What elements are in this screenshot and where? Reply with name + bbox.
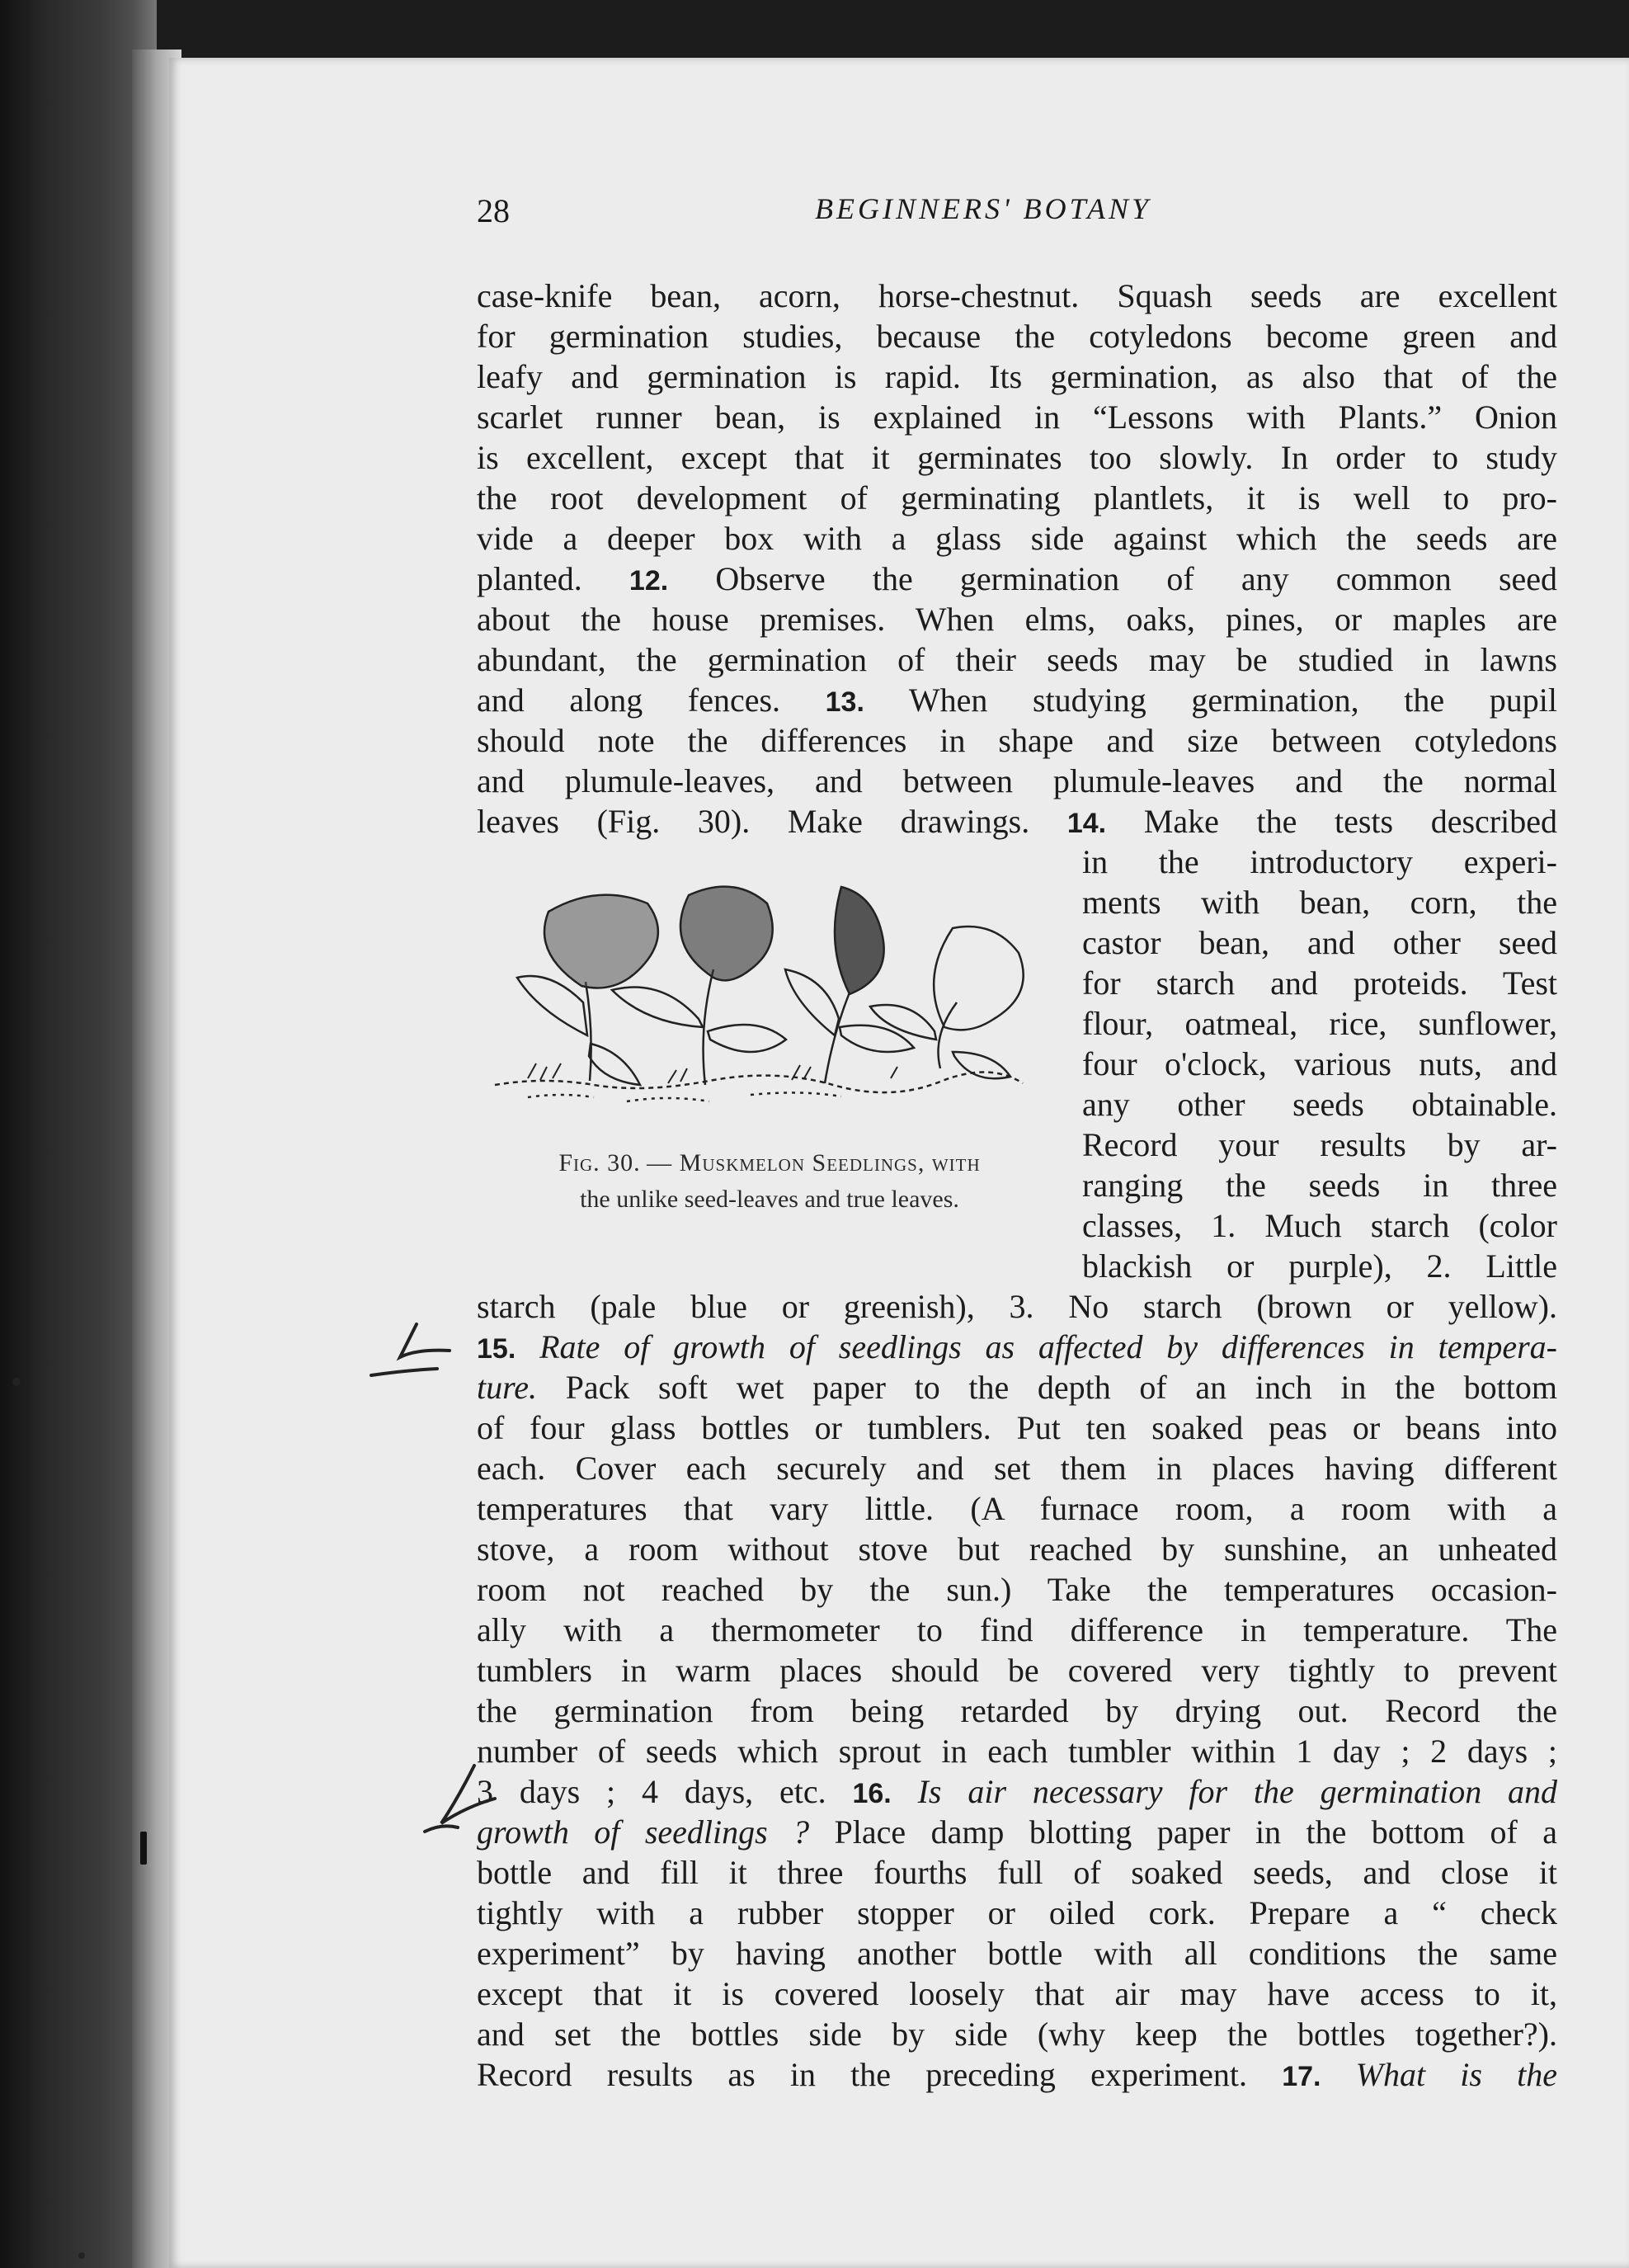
text-line: ally with a thermometer to find difference in temperature. The [477,1611,1557,1648]
text-line: four o'clock, various nuts, and [1082,1045,1557,1082]
text-line: castor bean, and other seed [1082,924,1557,961]
text-line: ments with bean, corn, the [1082,884,1557,921]
page-number: 28 [477,192,510,229]
handwritten-check-mark [367,1316,474,1390]
text-line: except that it is covered loosely that air may have access to it, [477,1975,1557,2012]
text-line: any other seeds obtainable. [1082,1086,1557,1123]
text-line: room not reached by the sun.) Take the temperatures occasion- [477,1571,1557,1608]
text-line: should note the differences in shape and size between cotyledons [477,722,1557,759]
text-line: leafy and germination is rapid. Its germination, as also that of the [477,358,1557,395]
speck [12,1378,21,1386]
text-line: abundant, the germination of their seeds may be studied in lawns [477,641,1557,678]
text-line: of four glass bottles or tumblers. Put ten soaked peas or beans into [477,1409,1557,1446]
text-line: the root development of germinating plantlets, it is well to pro- [477,479,1557,516]
text-line: Record results as in the preceding experiment. 17. What is the [477,2056,1558,2093]
figure-title: — Muskmelon Seedlings, with [647,1149,981,1176]
text-line: each. Cover each securely and set them in places having different [477,1450,1557,1487]
text-line: about the house premises. When elms, oaks, pines, or maples are [477,601,1557,638]
text-line: for starch and proteids. Test [1082,964,1557,1002]
text-line: experiment” by having another bottle with all conditions the same [477,1935,1557,1972]
figure-label: Fig. 30. [558,1149,641,1176]
text-line: flour, oatmeal, rice, sunflower, [1082,1005,1557,1042]
text-line: bottle and fill it three fourths full of soaked seeds, and close it [477,1854,1557,1891]
section-number: 14. [1066,808,1107,839]
text-line: tumblers in warm places should be covered very tightly to prevent [477,1652,1557,1689]
speck [78,2252,85,2259]
running-title: BEGINNERS' BOTANY [815,192,1152,225]
text-line: growth of seedlings ? Place damp blotting paper in the bottom of a [477,1813,1558,1851]
text-line: starch (pale blue or greenish), 3. No starch (brown or yellow). [477,1288,1557,1325]
handwritten-check-mark [417,1757,499,1848]
text-line: planted. 12. Observe the germination of any common seed [477,560,1558,597]
text-line: Record your results by ar- [1082,1126,1557,1163]
text-line: scarlet runner bean, is explained in “Lessons with Plants.” Onion [477,398,1557,436]
section-number: 17. [1282,2061,1321,2092]
section-number: 15. [477,1333,516,1365]
figure-description: the unlike seed-leaves and true leaves. [580,1186,959,1213]
section-number: 12. [629,565,669,596]
text-line: stove, a room without stove but reached by sunshine, an unheated [477,1530,1557,1568]
text-line: case-knife bean, acorn, horse-chestnut. Squash seeds are excellent [477,277,1557,314]
text-line: and plumule-leaves, and between plumule-leaves and the normal [477,762,1557,799]
page-header [477,191,1567,241]
text-line: temperatures that vary little. (A furnace room, a room with a [477,1490,1557,1527]
text-line: 3 days ; 4 days, etc. 16. Is air necessary for the germination and [477,1773,1558,1810]
text-line: is excellent, except that it germinates too slowly. In order to study [477,439,1557,476]
text-line: classes, 1. Much starch (color [1082,1207,1557,1244]
text-line: 15. Rate of growth of seedlings as affected by differences in tempera- [477,1328,1558,1365]
figure-caption [477,1145,1062,1218]
text-line: blackish or purple), 2. Little [1082,1247,1557,1285]
text-line: and set the bottles side by side (why keep the bottles together?). [477,2016,1557,2053]
section-number: 13. [825,686,864,718]
seedlings-illustration [478,862,1048,1126]
text-line: vide a deeper box with a glass side against which the seeds are [477,520,1557,557]
text-line: and along fences. 13. When studying germination, the pupil [477,681,1557,719]
text-line: for germination studies, because the cotyledons become green and [477,318,1557,355]
text-line: number of seeds which sprout in each tumbler within 1 day ; 2 days ; [477,1733,1557,1770]
text-line: ture. Pack soft wet paper to the depth of an inch in the bottom [477,1369,1558,1406]
text-line: leaves (Fig. 30). Make drawings. 14. Make the tests described [477,803,1557,840]
text-line: tightly with a rubber stopper or oiled cork. Prepare a “ check [477,1894,1557,1931]
section-number: 16. [852,1778,892,1809]
text-line: the germination from being retarded by drying out. Record the [477,1692,1557,1729]
text-line: in the introductory experi- [1082,843,1557,880]
text-line: ranging the seeds in three [1082,1167,1557,1204]
speck [140,1832,147,1865]
